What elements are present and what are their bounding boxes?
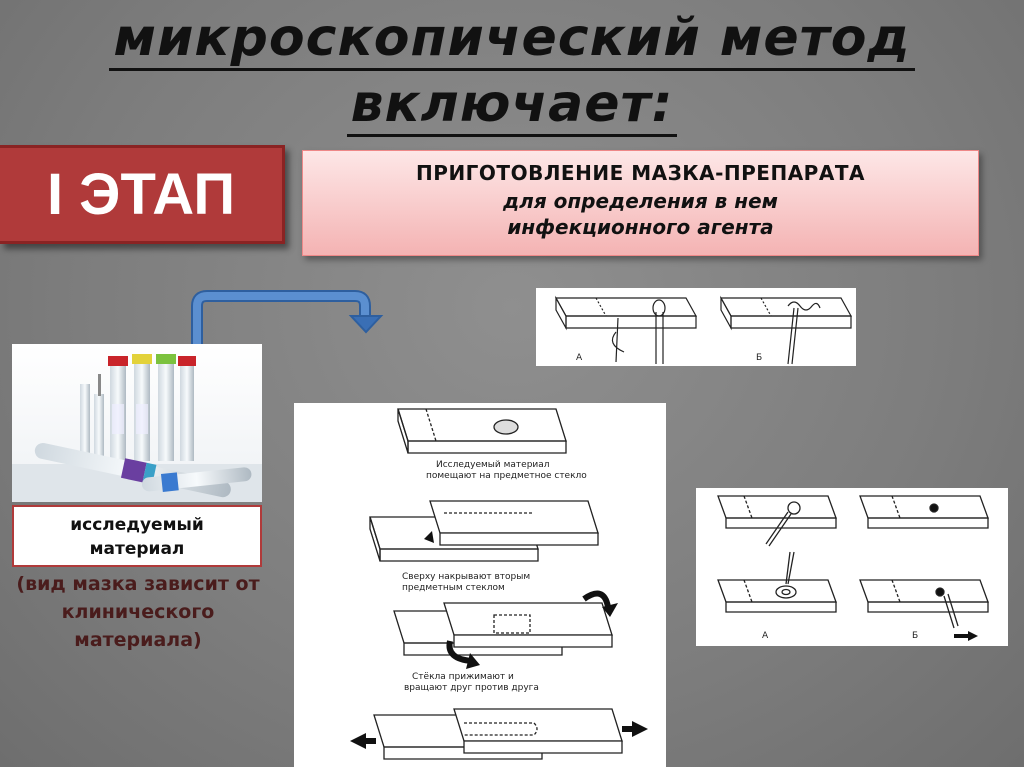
preparation-heading: ПРИГОТОВЛЕНИЕ МАЗКА-ПРЕПАРАТА xyxy=(416,161,865,185)
caption-3b: вращают друг против друга xyxy=(404,683,539,693)
material-label xyxy=(12,505,262,567)
two-slide-smear-figure xyxy=(294,403,666,767)
test-tubes-image xyxy=(12,344,262,502)
preparation-box xyxy=(302,150,979,256)
preparation-subtitle-1: для определения в нем xyxy=(503,189,778,213)
slide-b-icon xyxy=(721,298,851,364)
test-tubes-icon xyxy=(12,344,262,502)
material-label-line1: исследуемый xyxy=(70,515,204,535)
smear-note xyxy=(0,570,276,654)
caption-2a: Сверху накрывают вторым xyxy=(402,572,531,582)
smear-note-line1: (вид мазка зависит от xyxy=(16,573,260,595)
slide-title-line1: микроскопический метод xyxy=(0,8,1024,68)
stage-badge: I ЭТАП xyxy=(0,145,285,244)
smear-note-line2: клинического xyxy=(61,601,215,623)
figure-label-a: А xyxy=(762,631,769,641)
caption-1b: помещают на предметное стекло xyxy=(426,471,587,481)
slide-title-line2: включает: xyxy=(0,74,1024,134)
flow-arrow-icon xyxy=(185,288,395,348)
figure-label-a: А xyxy=(576,353,583,363)
figure-label-b: Б xyxy=(912,631,919,641)
caption-3a: Стёкла прижимают и xyxy=(412,672,514,682)
caption-1a: Исследуемый материал xyxy=(436,460,550,470)
material-label-line2: материал xyxy=(89,539,185,559)
caption-2b: предметным стеклом xyxy=(402,583,505,593)
figure-label-b: Б xyxy=(756,353,763,363)
swab-smear-figure xyxy=(536,288,856,366)
loop-smear-figure xyxy=(696,488,1008,646)
preparation-subtitle-2: инфекционного агента xyxy=(507,215,774,239)
smear-note-line3: материала) xyxy=(74,629,202,651)
